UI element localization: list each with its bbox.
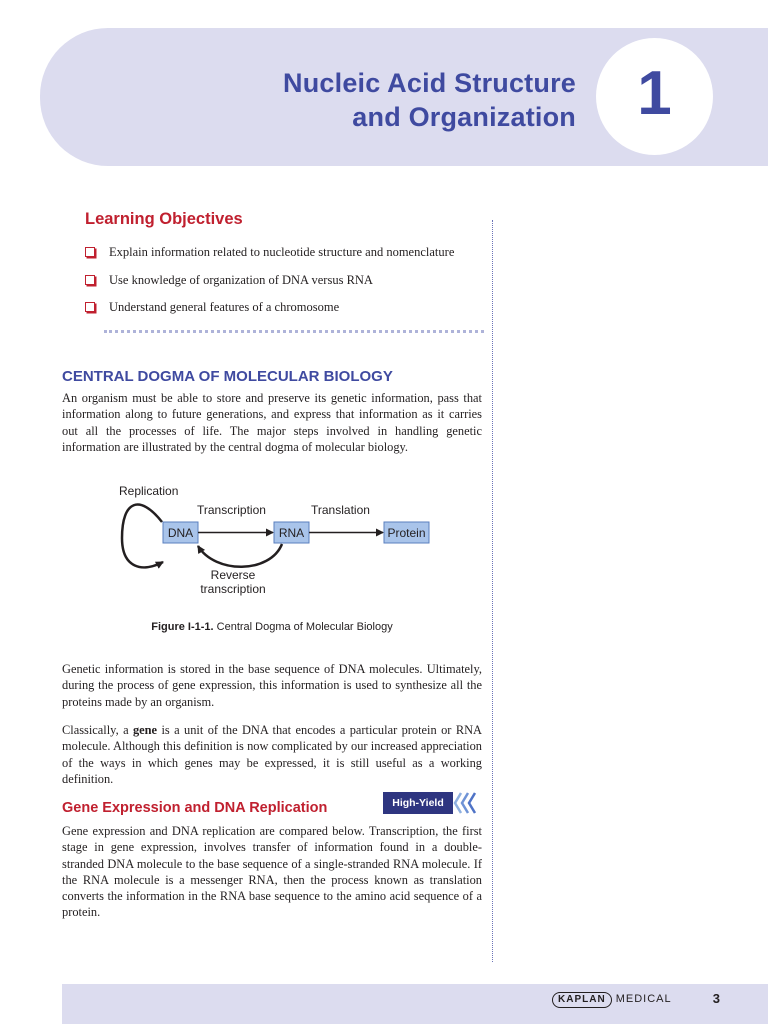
publisher-logo bbox=[552, 992, 672, 1008]
high-yield-label: High-Yield bbox=[383, 792, 453, 814]
reverse-label-line-2: transcription bbox=[200, 582, 266, 596]
chapter-number-badge bbox=[596, 38, 713, 155]
replication-loop-arrow bbox=[122, 505, 163, 568]
chapter-number: 1 bbox=[637, 59, 672, 128]
high-yield-badge bbox=[383, 792, 483, 816]
gene-definition-lead: Classically, a bbox=[62, 723, 133, 737]
chapter-title bbox=[136, 66, 576, 134]
column-divider bbox=[492, 220, 493, 962]
chevrons-icon bbox=[453, 792, 483, 814]
objective-text: Understand general features of a chromosome bbox=[109, 300, 340, 314]
rna-node-label: RNA bbox=[278, 526, 305, 540]
gene-definition-paragraph bbox=[62, 722, 482, 787]
list-item bbox=[85, 271, 490, 299]
subsection-heading: Gene Expression and DNA Replication bbox=[62, 800, 328, 816]
gene-term: gene bbox=[132, 723, 158, 737]
chapter-title-line-2: and Organization bbox=[352, 102, 576, 132]
reverse-label-line-1: Reverse bbox=[210, 568, 256, 582]
body-paragraph: Genetic information is stored in the base sequence of DNA molecules. Ultimately, during the process of gene expression, this information is used to synthesize all the proteins made by an organism. bbox=[62, 662, 482, 709]
learning-objectives-list bbox=[85, 243, 490, 326]
objective-text: Use knowledge of organization of DNA versus RNA bbox=[109, 272, 373, 287]
objective-text: Explain information related to nucleotide structure and nomenclature bbox=[109, 245, 455, 259]
intro-paragraph: An organism must be able to store and preserve its genetic information, pass that information along to future generations, and express that information as it carries out all the processes of life. The major steps involved in handling genetic information are illustrated by the central dogma of molecular biology. bbox=[62, 391, 482, 454]
gene-definition-rest: is a unit of the DNA that encodes a particular protein or RNA molecule. Although this definition is now complicated by our increased appreciation of the ways in which genes may be expressed, it is still useful as a working definition. bbox=[62, 723, 482, 786]
medical-label: MEDICAL bbox=[615, 993, 672, 1005]
kaplan-logo-mark: KAPLAN bbox=[552, 992, 612, 1008]
checkbox-bullet-icon bbox=[85, 247, 95, 257]
checkbox-bullet-icon bbox=[85, 302, 95, 312]
page-number: 3 bbox=[712, 991, 720, 1006]
section-heading: CENTRAL DOGMA OF MOLECULAR BIOLOGY bbox=[62, 368, 393, 385]
gene-expression-paragraph: Gene expression and DNA replication are compared below. Transcription, the first stage in gene expression, involves transfer of information found in a double-stranded DNA molecule to the base sequence of a single-stranded RNA molecule. If the RNA molecule is a messenger RNA, then the process known as translation converts the information in the RNA base sequence to the amino acid sequence of a protein. bbox=[62, 824, 482, 920]
learning-objectives-heading: Learning Objectives bbox=[85, 210, 243, 228]
transcription-label: Transcription bbox=[197, 503, 266, 517]
figure-caption-text: Central Dogma of Molecular Biology bbox=[213, 621, 393, 633]
checkbox-bullet-icon bbox=[85, 275, 95, 285]
dotted-divider bbox=[104, 330, 484, 333]
protein-node-label: Protein bbox=[387, 526, 426, 540]
central-dogma-diagram bbox=[100, 478, 440, 603]
reverse-transcription-arrow bbox=[198, 544, 282, 567]
replication-label: Replication bbox=[119, 484, 179, 498]
translation-label: Translation bbox=[311, 503, 370, 517]
figure-caption bbox=[62, 621, 482, 633]
dna-node-label: DNA bbox=[167, 526, 194, 540]
figure-caption-label: Figure I-1-1. bbox=[151, 621, 214, 633]
list-item bbox=[85, 298, 490, 326]
chapter-title-line-1: Nucleic Acid Structure bbox=[283, 68, 576, 98]
list-item bbox=[85, 243, 490, 271]
